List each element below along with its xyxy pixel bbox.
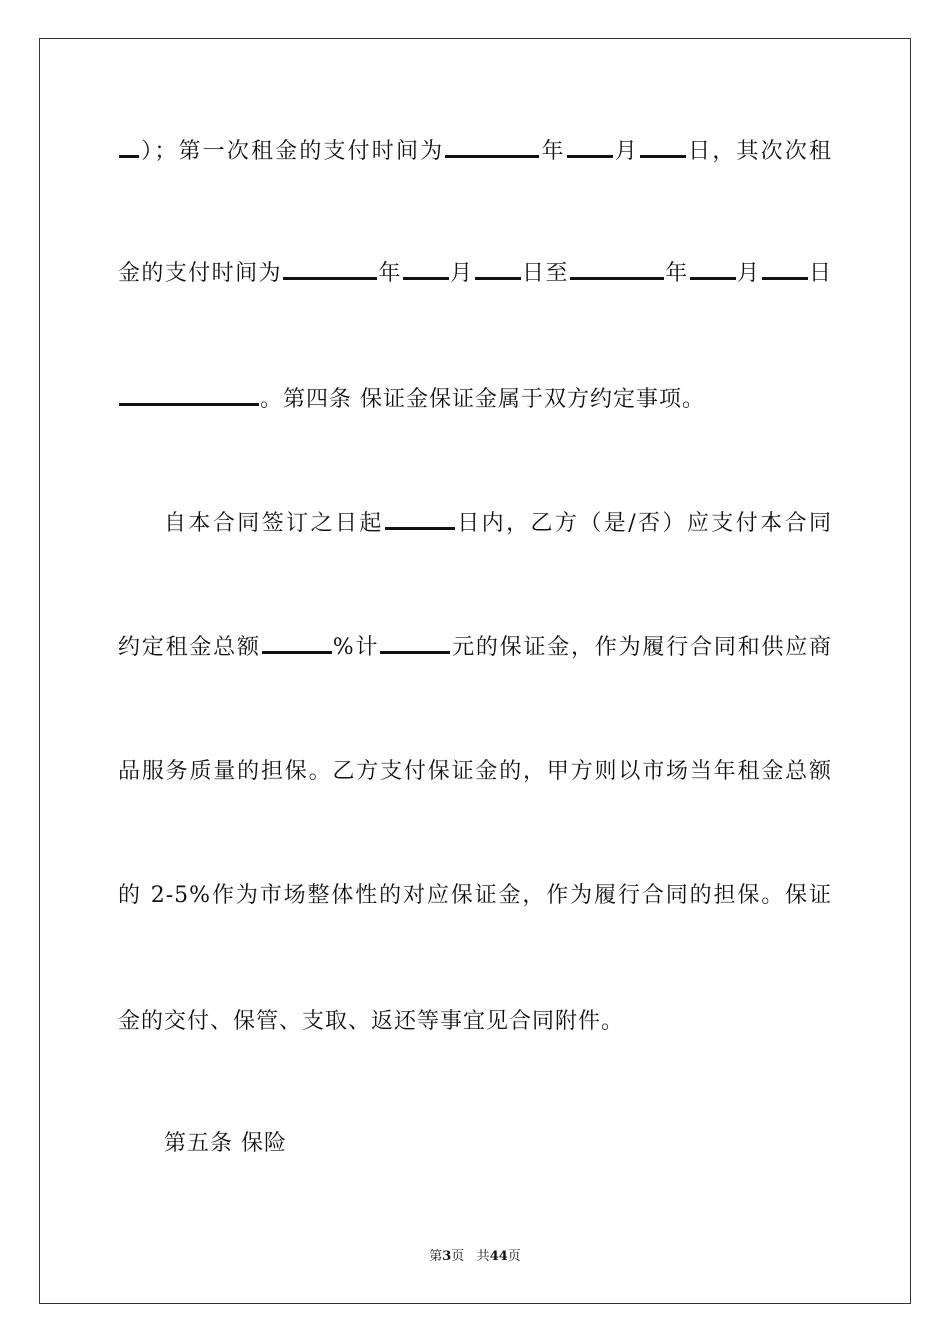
text-segment: 日内，乙方（是/否）应支付本合同 — [455, 511, 832, 536]
blank-field — [119, 385, 259, 406]
blank-percent — [262, 633, 332, 654]
blank-month — [403, 259, 449, 280]
blank-days — [385, 509, 455, 530]
text-segment: %计 — [332, 635, 380, 660]
text-segment: 元的保证金，作为履行合同和供应商 — [451, 635, 832, 660]
footer-text: 第 — [429, 1249, 443, 1264]
text-segment: 。第四条 保证金保证金属于双方约定事项。 — [260, 387, 705, 412]
text-segment: 年 — [377, 261, 402, 286]
blank-amount — [380, 633, 450, 654]
page-border — [39, 38, 911, 1304]
text-segment: 自本合同签订之日起 — [164, 511, 384, 536]
text-segment: 金的支付时间为 — [118, 261, 282, 286]
footer-text: 页 — [451, 1249, 465, 1264]
text-line-2 — [118, 259, 832, 289]
text-line-8: 金的交付、保管、支取、返还等事宜见合同附件。 — [118, 1009, 625, 1034]
blank-day — [762, 259, 808, 280]
blank-day — [640, 137, 686, 158]
text-segment: 日，其次次租 — [687, 139, 832, 164]
blank-field — [119, 137, 139, 158]
text-segment: 月 — [613, 139, 639, 164]
blank-year — [445, 137, 539, 158]
section-heading: 第五条 保险 — [164, 1131, 287, 1156]
text-line-5 — [118, 633, 832, 663]
text-segment: 年 — [540, 139, 566, 164]
text-line-1 — [118, 137, 832, 167]
text-line-3 — [118, 385, 832, 415]
text-line-4 — [164, 509, 832, 539]
text-segment: 日 — [808, 261, 832, 286]
text-segment: ）；第一次租金的支付时间为 — [140, 139, 445, 164]
footer-text: 页 — [507, 1249, 521, 1264]
text-segment: 日至 — [521, 261, 569, 286]
page-number: 3 — [442, 1249, 452, 1264]
text-segment: 月 — [736, 261, 761, 286]
total-pages: 44 — [489, 1249, 508, 1264]
page-footer — [0, 1248, 950, 1266]
text-line-6: 品服务质量的担保。乙方支付保证金的，甲方则以市场当年租金总额 — [118, 759, 832, 784]
blank-month — [567, 137, 613, 158]
text-segment: 月 — [449, 261, 474, 286]
blank-year — [570, 259, 664, 280]
text-segment: 年 — [664, 261, 689, 286]
text-segment: 约定租金总额 — [118, 635, 261, 660]
text-line-7: 的 2-5%作为市场整体性的对应保证金，作为履行合同的担保。保证 — [118, 883, 832, 908]
footer-text: 共 — [476, 1249, 490, 1264]
blank-month — [690, 259, 736, 280]
blank-year — [283, 259, 377, 280]
blank-day — [475, 259, 521, 280]
